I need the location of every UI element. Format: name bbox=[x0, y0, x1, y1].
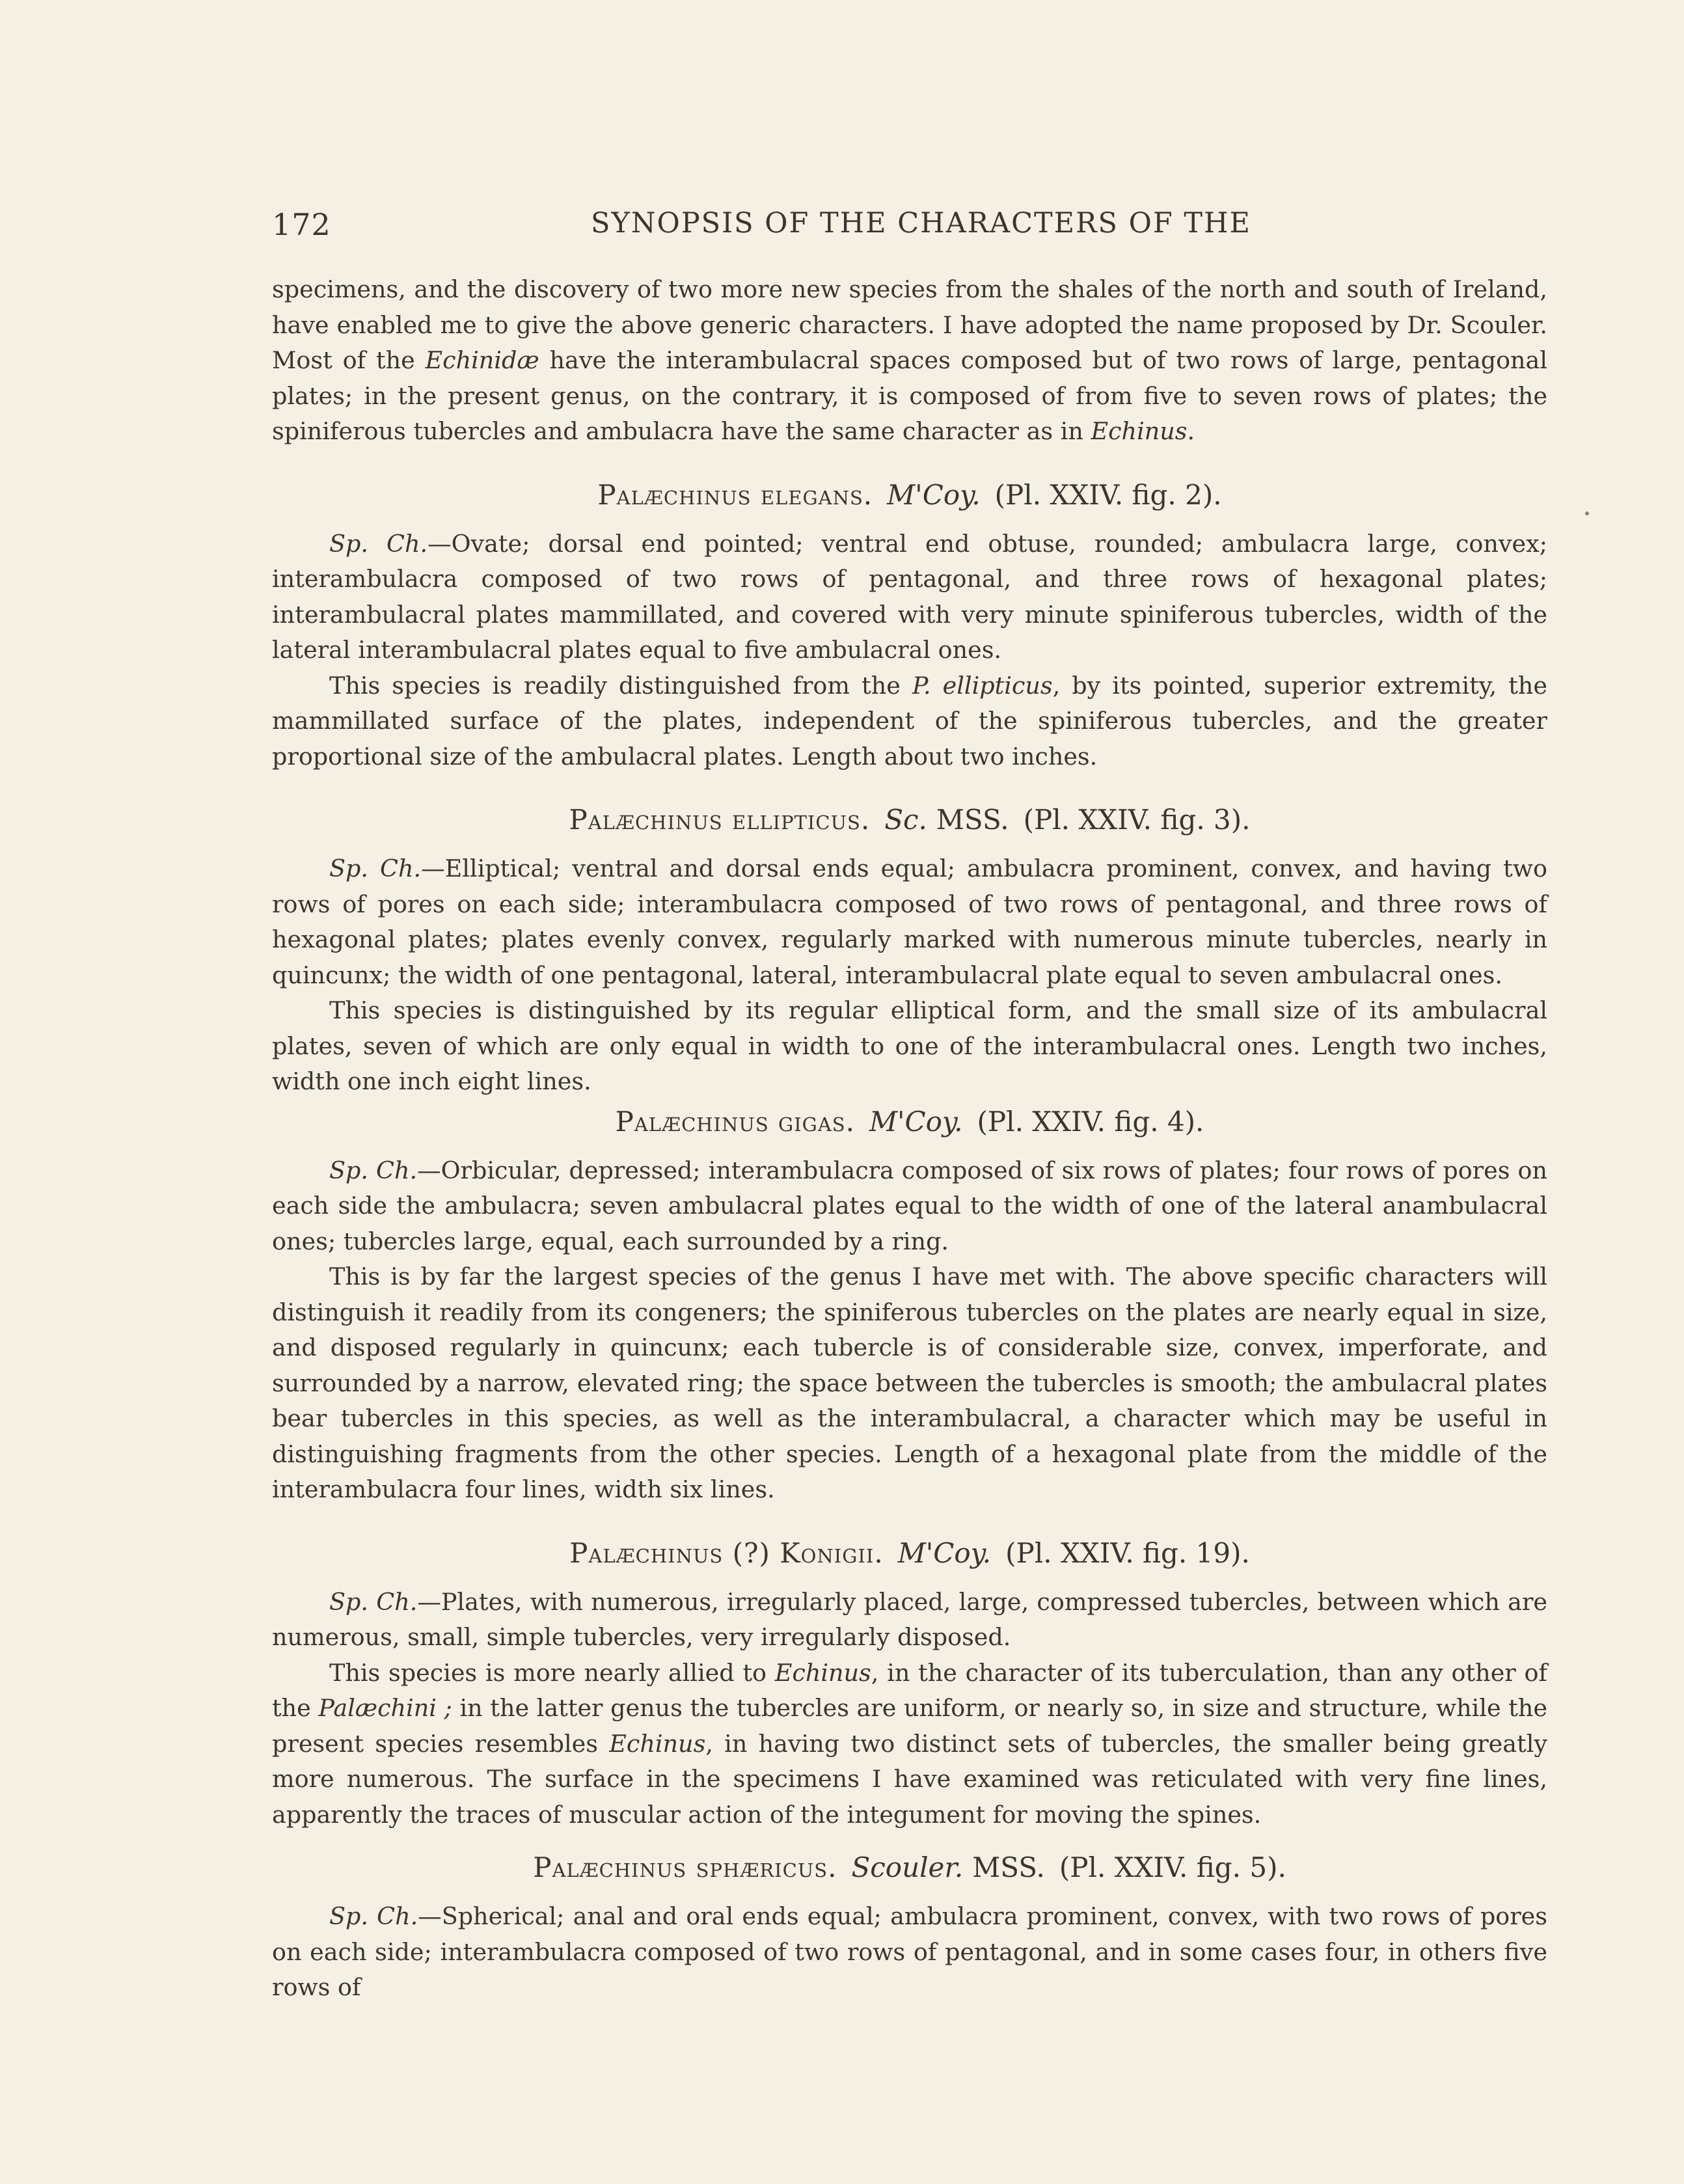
plate-reference: (Pl. XXIV. fig. 19). bbox=[1005, 1536, 1250, 1569]
species-name: Palæchinus gigas. bbox=[615, 1105, 855, 1138]
specific-characters-sphaericus bbox=[272, 1899, 1547, 2006]
intro-text-2: have the interambulacral spaces composed but of two rows of large, pentagonal plates; in the present genus, on the contrary, it is composed of from five to seven rows of plates; the spiniferous tubercles and ambulacra have the same character as in bbox=[272, 346, 1547, 445]
sp-ch-label: Sp. Ch. bbox=[329, 1587, 418, 1616]
species-heading-gigas bbox=[272, 1102, 1547, 1141]
species-name: Palæchinus sphæricus. bbox=[533, 1851, 837, 1883]
specific-characters-ellipticus bbox=[272, 851, 1547, 993]
remarks-text-1: This species is more nearly allied to bbox=[329, 1658, 775, 1687]
specific-characters-text: —Ovate; dorsal end pointed; ventral end obtuse, rounded; ambulacra large, convex; interambulacra composed of two rows of pentagonal, and three rows of hexagonal plates; interambulacral plates mammillated, and covered with very minute spiniferous tubercles, width of the lateral interambulacral plates equal to five ambulacral ones. bbox=[272, 529, 1547, 664]
sp-ch-label: Sp. Ch. bbox=[329, 1156, 418, 1184]
specific-characters-text: —Elliptical; ventral and dorsal ends equal; ambulacra prominent, convex, and having two rows of pores on each side; interambulacra composed of two rows of pentagonal, and three rows of hexagonal plates; plates evenly convex, regularly marked with numerous minute tubercles, nearly in quincunx; the width of one pentagonal, lateral, interambulacral plate equal to seven ambulacral ones. bbox=[272, 854, 1547, 989]
remarks-text-1: This species is readily distinguished from the bbox=[329, 671, 912, 700]
species-heading-konigii bbox=[272, 1534, 1547, 1573]
species-authority: M'Coy. bbox=[897, 1536, 992, 1569]
remarks-gigas: This is by far the largest species of the genus I have met with. The above specific characters will distinguish it readily from its congeners; the spiniferous tubercles on the plates are nearly equal in size, and disposed regularly in quincunx; each tubercle is of considerable size, convex, imperforate, and surrounded by a narrow, elevated ring; the space between the tubercles is smooth; the ambulacral plates bear tubercles in this species, as well as the interambulacral, a character which may be useful in distinguishing fragments from the other species. Length of a hexagonal plate from the middle of the interambulacra four lines, width six lines. bbox=[272, 1263, 1547, 1503]
remarks-text-3: in the latter genus the tubercles are uniform, or nearly so, in size and structure, while the present species resembles bbox=[272, 1694, 1548, 1758]
intro-text-1: specimens, and the discovery of two more new species from the shales of the north and south of Ireland, have enabled me to give the above generic characters. I have adopted the name proposed by Dr. Scouler. Most of the bbox=[272, 275, 1547, 374]
species-authority: Sc. bbox=[884, 804, 927, 836]
species-heading-elegans bbox=[272, 476, 1547, 515]
plate-reference: (Pl. XXIV. fig. 4). bbox=[977, 1105, 1204, 1138]
species-authority: Scouler. bbox=[851, 1851, 964, 1883]
species-name: Palæchinus (?) Konigii. bbox=[569, 1536, 884, 1569]
specific-characters-konigii bbox=[272, 1585, 1547, 1656]
plate-reference: (Pl. XXIV. fig. 3). bbox=[1023, 804, 1251, 836]
sp-ch-label: Sp. Ch. bbox=[329, 529, 428, 558]
remarks-konigii bbox=[272, 1656, 1547, 1833]
taxon-name: Echinus bbox=[1091, 417, 1188, 445]
plate-reference: (Pl. XXIV. fig. 5). bbox=[1059, 1851, 1286, 1883]
specific-characters-text: —Orbicular, depressed; interambulacra composed of six rows of plates; four rows of pores on each side the ambulacra; seven ambulacral plates equal to the width of one of the lateral anambulacral ones; tubercles large, equal, each surrounded by a ring. bbox=[272, 1156, 1547, 1255]
page-number: 172 bbox=[272, 207, 331, 242]
remarks-text-2: , in the character of its tuberculation, than any other of the bbox=[272, 1658, 1547, 1722]
specific-characters-gigas bbox=[272, 1153, 1547, 1260]
mss-label: MSS. bbox=[972, 1851, 1045, 1883]
sp-ch-label: Sp. Ch. bbox=[329, 854, 422, 882]
taxon-name: Echinus bbox=[774, 1658, 871, 1687]
specific-characters-text: —Plates, with numerous, irregularly placed, large, compressed tubercles, between which are numerous, small, simple tubercles, very irregularly disposed. bbox=[272, 1587, 1547, 1651]
specific-characters-elegans bbox=[272, 526, 1547, 668]
intro-paragraph bbox=[272, 272, 1547, 450]
species-heading-ellipticus bbox=[272, 800, 1547, 839]
page-body bbox=[272, 272, 1547, 2006]
plate-reference: (Pl. XXIV. fig. 2). bbox=[994, 478, 1222, 511]
paper-speck bbox=[1585, 512, 1589, 515]
running-title: SYNOPSIS OF THE CHARACTERS OF THE bbox=[591, 207, 1251, 239]
remarks-text-4: , in having two distinct sets of tubercles, the smaller being greatly more numerous. The surface in the specimens I have examined was reticulated with very fine lines, apparently the traces of muscular action of the integument for moving the spines. bbox=[272, 1729, 1548, 1829]
taxon-name: Echinus bbox=[609, 1729, 706, 1758]
specific-characters-text: —Spherical; anal and oral ends equal; ambulacra prominent, convex, with two rows of pores on each side; interambulacra composed of two rows of pentagonal, and in some cases four, in others five rows of bbox=[272, 1902, 1547, 2001]
remarks-elegans bbox=[272, 668, 1547, 775]
taxon-name: Echinidæ bbox=[425, 346, 539, 374]
species-heading-sphaericus bbox=[272, 1848, 1547, 1887]
remarks-text-2: , by its pointed, superior extremity, the mammillated surface of the plates, independent of the spiniferous tubercles, and the greater proportional size of the ambulacral plates. Length about two inches. bbox=[272, 671, 1547, 771]
page-header bbox=[272, 207, 1547, 246]
mss-label: MSS. bbox=[936, 804, 1009, 836]
taxon-name: Palæchini ; bbox=[318, 1694, 452, 1722]
species-authority: M'Coy. bbox=[869, 1105, 963, 1138]
intro-text-3: . bbox=[1187, 417, 1195, 445]
species-name: Palæchinus elegans. bbox=[597, 478, 873, 511]
remarks-ellipticus: This species is distinguished by its regular elliptical form, and the small size of its ambulacral plates, seven of which are only equal in width to one of the interambulacral ones. Length two inches, width one inch eight lines. bbox=[272, 996, 1547, 1095]
taxon-name: P. ellipticus bbox=[912, 671, 1053, 700]
sp-ch-label: Sp. Ch. bbox=[329, 1902, 418, 1930]
species-name: Palæchinus ellipticus. bbox=[569, 804, 871, 836]
species-authority: M'Coy. bbox=[887, 478, 981, 511]
